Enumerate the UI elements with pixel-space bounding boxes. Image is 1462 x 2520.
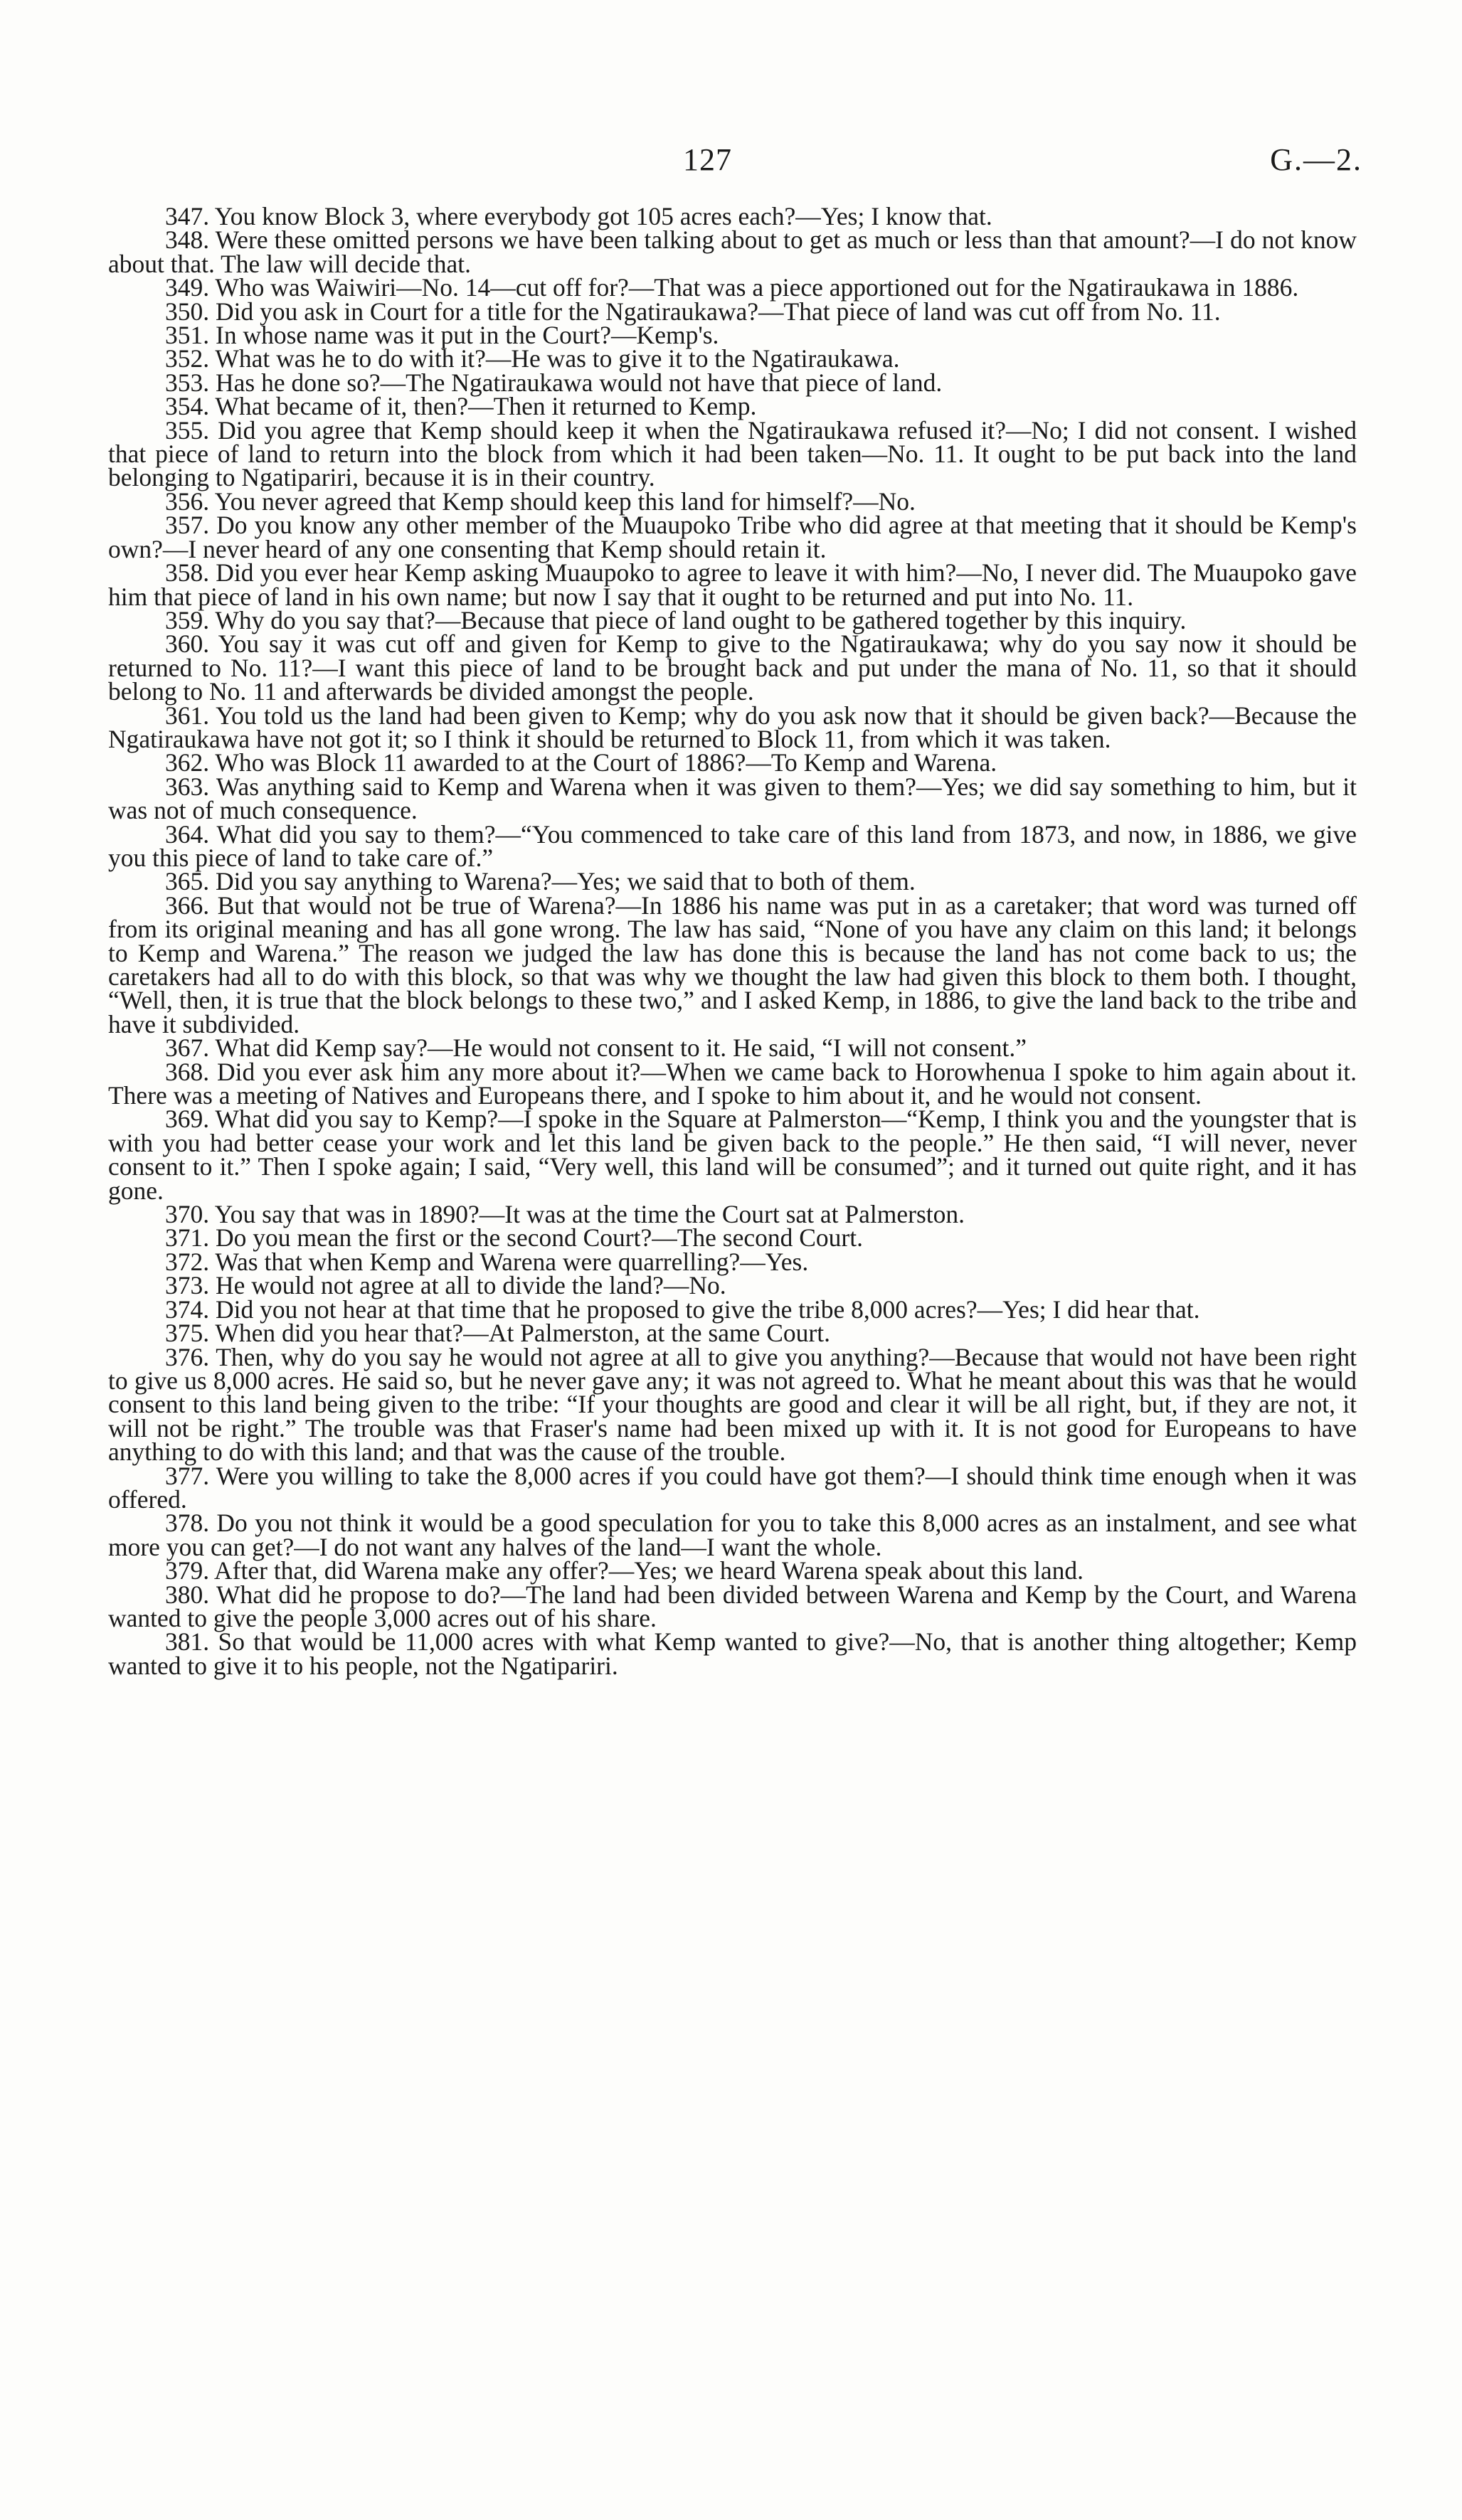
question-answer: 362. Who was Block 11 awarded to at the Court of 1886?—To Kemp and Warena. [165, 748, 997, 777]
question-answer: 347. You know Block 3, where everybody got 105 acres each?—Yes; I know that. [165, 202, 992, 230]
question-answer: 353. Has he done so?—The Ngatiraukawa would not have that piece of land. [165, 368, 943, 397]
transcript-body [108, 202, 1357, 1680]
question-answer: 368. Did you ever ask him any more about it?—When we came back to Horowhenua I spoke to him again about it. There was a meeting of Natives and Europeans there, and I spoke to him about it, and he would not consent. [108, 1057, 1357, 1110]
question-answer: 379. After that, did Warena make any offer?—Yes; we heard Warena speak about this land. [165, 1556, 1084, 1585]
question-answer: 373. He would not agree at all to divide the land?—No. [165, 1271, 726, 1300]
question-answer: 367. What did Kemp say?—He would not consent to it. He said, “I will not consent.” [165, 1033, 1027, 1063]
question-answer: 365. Did you say anything to Warena?—Yes; we said that to both of them. [165, 867, 916, 896]
question-answer: 348. Were these omitted persons we have been talking about to get as much or less than that amount?—I do not know about that. The law will decide that. [108, 225, 1357, 278]
question-answer: 351. In whose name was it put in the Court?—Kemp's. [165, 321, 719, 350]
question-answer: 363. Was anything said to Kemp and Warena when it was given to them?—Yes; we did say something to him, but it was not of much consequence. [108, 772, 1357, 825]
question-answer: 374. Did you not hear at that time that he proposed to give the tribe 8,000 acres?—Yes; I did hear that. [165, 1294, 1200, 1324]
question-answer: 359. Why do you say that?—Because that piece of land ought to be gathered together by this inquiry. [165, 605, 1187, 634]
question-answer: 355. Did you agree that Kemp should keep it when the Ngatiraukawa refused it?—No; I did not consent. I wished that piece of land to return into the block from which it had been taken—No. 11. It ought to be put back into the land belonging to Ngatipariri, because it is in their country. [108, 415, 1357, 492]
question-answer: 352. What was he to do with it?—He was to give it to the Ngatiraukawa. [165, 344, 900, 373]
question-answer: 356. You never agreed that Kemp should keep this land for himself?—No. [165, 487, 916, 516]
question-answer: 369. What did you say to Kemp?—I spoke in the Square at Palmerston—“Kemp, I think you and the youngster that is with you had better cease your work and let this land be given back to the people.” He then said, “I will never, never consent to it.” Then I spoke again; I said, “Very well, this land will be consumed”; and it turned out quite right, and it has gone. [108, 1105, 1357, 1205]
question-answer: 349. Who was Waiwiri—No. 14—cut off for?—That was a piece apportioned out for the Ngatiraukawa in 1886. [165, 273, 1299, 302]
question-answer: 376. Then, why do you say he would not agree at all to give you anything?—Because that would not have been right to give us 8,000 acres. He said so, but he never gave any; it was not agreed to. What he meant about this was that he would consent to this land being given to the tribe: “If your thoughts are good and clear it will be all right, but, if they are not, it will not be right.” The trouble was that Fraser's name had been mixed up with it. It is not good for Europeans to have anything to do with this land; and that was the cause of the trouble. [108, 1342, 1357, 1467]
question-answer: 370. You say that was in 1890?—It was at the time the Court sat at Palmerston. [165, 1200, 965, 1229]
question-answer: 375. When did you hear that?—At Palmerston, at the same Court. [165, 1319, 830, 1348]
document-reference: G.—2. [1270, 142, 1362, 177]
question-answer: 360. You say it was cut off and given for Kemp to give to the Ngatiraukawa; why do you say now it should be returned to No. 11?—I want this piece of land to be brought back and put under the mana of No. 11, so that it should belong to No. 11 and afterwards be divided amongst the people. [108, 629, 1357, 706]
question-answer: 381. So that would be 11,000 acres with what Kemp wanted to give?—No, that is another thing altogether; Kemp wanted to give it to his people, not the Ngatipariri. [108, 1627, 1357, 1680]
question-answer: 371. Do you mean the first or the second Court?—The second Court. [165, 1223, 863, 1253]
page-header [0, 139, 1462, 188]
question-answer: 350. Did you ask in Court for a title for the Ngatiraukawa?—That piece of land was cut off from No. 11. [165, 297, 1221, 326]
question-answer: 380. What did he propose to do?—The land had been divided between Warena and Kemp by the Court, and Warena wanted to give the people 3,000 acres out of his share. [108, 1580, 1357, 1632]
question-answer: 357. Do you know any other member of the Muaupoko Tribe who did agree at that meeting that it should be Kemp's own?—I never heard of any one consenting that Kemp should retain it. [108, 511, 1357, 563]
question-answer: 377. Were you willing to take the 8,000 acres if you could have got them?—I should think time enough when it was offered. [108, 1461, 1357, 1514]
page-number: 127 [683, 142, 732, 177]
question-answer: 361. You told us the land had been given to Kemp; why do you ask now that it should be given back?—Because the Ngatiraukawa have not got it; so I think it should be returned to Block 11, from which it was taken. [108, 701, 1357, 753]
question-answer: 354. What became of it, then?—Then it returned to Kemp. [165, 392, 757, 421]
question-answer: 364. What did you say to them?—“You commenced to take care of this land from 1873, and now, in 1886, we give you this piece of land to take care of.” [108, 819, 1357, 872]
question-answer: 366. But that would not be true of Warena?—In 1886 his name was put in as a caretaker; that word was turned off from its original meaning and has all gone wrong. The law has said, “None of you have any claim on this land; it belongs to Kemp and Warena.” The reason we judged the law has done this is because the land has not come back to us; the caretakers had all to do with this block, so that was why we thought the law had given this block to them both. I thought, “Well, then, it is true that the block belongs to these two,” and I asked Kemp, in 1886, to give the land back to the tribe and have it subdivided. [108, 890, 1357, 1038]
question-answer: 358. Did you ever hear Kemp asking Muaupoko to agree to leave it with him?—No, I never did. The Muaupoko gave him that piece of land in his own name; but now I say that it ought to be returned and put into No. 11. [108, 558, 1357, 611]
question-answer: 372. Was that when Kemp and Warena were quarrelling?—Yes. [165, 1247, 809, 1276]
question-answer: 378. Do you not think it would be a good speculation for you to take this 8,000 acres as an instalment, and see what more you can get?—I do not want any halves of the land—I want the whole. [108, 1509, 1357, 1561]
